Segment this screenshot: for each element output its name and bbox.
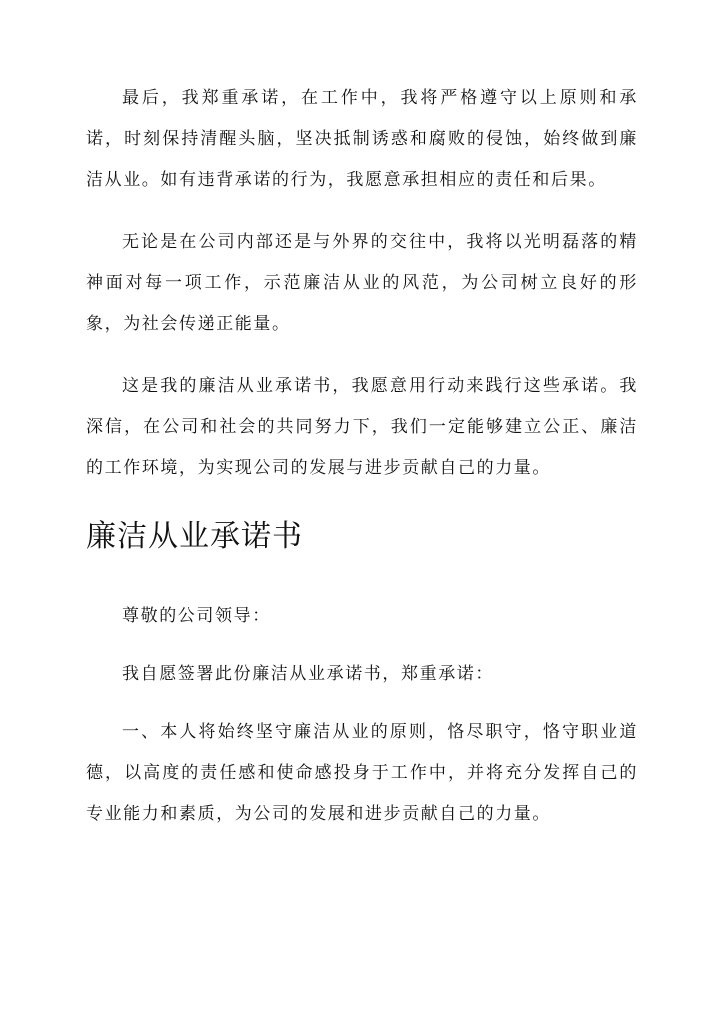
paragraph-public-conduct: 无论是在公司内部还是与外界的交往中，我将以光明磊落的精神面对每一项工作，示范廉洁从业的风范，为公司树立良好的形象，为社会传递正能量。 <box>86 232 638 334</box>
paragraph-point-1: 一、本人将始终坚守廉洁从业的原则，恪尽职守，恪守职业道德，以高度的责任感和使命感投身于工作中，并将充分发挥自己的专业能力和素质，为公司的发展和进步贡献自己的力量。 <box>86 722 638 824</box>
salutation: 尊敬的公司领导： <box>122 606 271 626</box>
paragraph-intro: 我自愿签署此份廉洁从业承诺书，郑重承诺： <box>122 664 494 684</box>
document-title: 廉洁从业承诺书 <box>86 519 303 554</box>
paragraph-commitment-conclusion: 最后，我郑重承诺，在工作中，我将严格遵守以上原则和承诺，时刻保持清醒头脑，坚决抵制诱惑和腐败的侵蚀，始终做到廉洁从业。如有违背承诺的行为，我愿意承担相应的责任和后果。 <box>86 88 638 190</box>
paragraph-closing-statement: 这是我的廉洁从业承诺书，我愿意用行动来践行这些承诺。我深信，在公司和社会的共同努力下，我们一定能够建立公正、廉洁的工作环境，为实现公司的发展与进步贡献自己的力量。 <box>86 376 638 478</box>
